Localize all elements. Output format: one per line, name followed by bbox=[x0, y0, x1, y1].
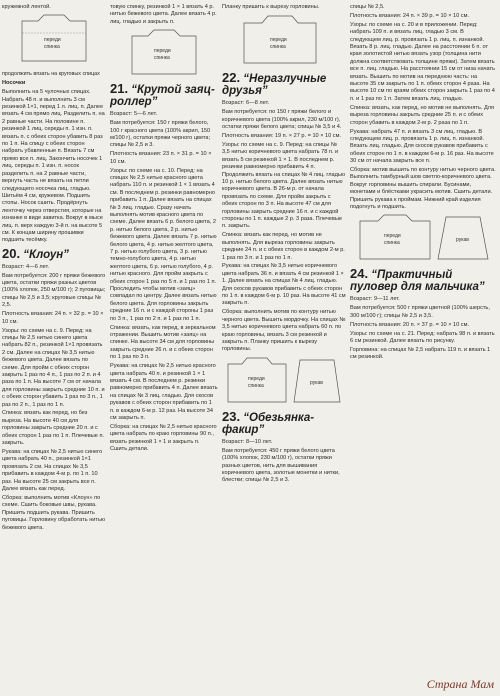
section-22-number: 22. bbox=[222, 70, 241, 86]
schema-sweater-2 bbox=[110, 28, 218, 80]
schema-sweater-4 bbox=[222, 356, 346, 408]
s23-materials: Вам потребуется: 450 г пряжи белого цвета (100% хлопок, 230 м/100 г), остатки пряжи разных цветов, нить для вышивания коричневого цвета, золотые монетки и нитки, блестки; спицы № 2,5 и 3. bbox=[222, 447, 340, 484]
s20-back: Спинка: вязать как перед, но без выреза. На высоте 40 см для горловины закрыть средние 20 п. и с обеих сторон 1 раз по 1 п. Плечевые п. закрыть. bbox=[2, 410, 105, 447]
schema-sweater-1 bbox=[2, 13, 106, 69]
col3-top-text: Планку пришить к вырезу горловины. bbox=[222, 4, 320, 10]
schema3-label-front: переди bbox=[270, 37, 287, 44]
column-2 bbox=[110, 4, 218, 455]
s20-body: Узоры: по схеме на с. 9. Перед: на спицы № 2,5 нитью синего цвета набрать 82 п., резинкой 1×1 провязать 2 см. Далее на спицах № 3,5 нитью бежевого цвета. Далее вязать по схеме. Для пройм с обеих сторон закрыть 1 раз по 4 п., 1 раз по 2 п. и 4 раза по 1 п. На высоте 7 см от начала для горловины закрыть средние 10 п. и с обеих сторон убавить 1 раз по 3 п., 1 раз по 2 п., 1 раз по 1 п. bbox=[2, 327, 105, 408]
s21-back: Спинка: вязать, как перед, в зеркальном отражении. Вышить мотив «заяц» на спинке. На высоте 34 см для горловины закрыть средние 26 п. и с обеих сторон по 1 раз по 3 п. bbox=[110, 324, 216, 361]
s22-assembly: Сборка: выполнить мотив по контуру нитью черного цвета. Вышить мордочку. На спицах № 3,5 нитью коричневого цвета набрать 60 п. по краю горловины, вязать 3 см резинкой и закрыть п. Планку пришить к вырезу горловины. bbox=[222, 309, 346, 353]
s24-materials: Вам потребуется: 500 г пряжи цветной (100% шерсть, 300 м/100 г); спицы № 2,5 и 3,5. bbox=[350, 305, 490, 319]
s20-assembly: Сборка: выполнить мотив «Клоун» по схеме. Сшить боковые швы, рукава. Пришить подшить рукава. Пришить пуговицы. Горловину обработать нитью бежевого цвета. bbox=[2, 494, 106, 531]
section-23-title: “Обезьянка-факир” bbox=[222, 411, 315, 436]
s21-age: Возраст: 5—6 лет. bbox=[110, 111, 158, 118]
section-20-title: “Клоун” bbox=[23, 248, 69, 261]
socks-text: Выполнить на 5 чулочных спицах. Набрать 48 п. и выполнить 3 см резинкой 1×1, перед 1 л. лиц. п. Далее вязать 4 см прямо лиц. Разделить п. на 2 равные части. На половине п. резинкой 1 лиц. середы п. 1 изн. п. вязать п. с обеих сторон убавить 8 раз по 1 п. На спицу с обеих сторон набрать убавленные п. Вязать 7 см прямо все п. лиц. Закончить носочек 1 лиц. середы п. 1 изн. п. носок разделить п. на 2 равные части, вернуть часть не вязать на петли следующего носочка лиц. гладью. Шитьём 4 см, кружевом. Подшить стопы. Носок сшить. Продёрнуть ленточку через отверстия, которые на изнанке в виде завитка. Вокруг в мысе лиц. п. верх каждую 3-й п. на высоте 5 см. К концам ширину прошивки подшить тесёмку. bbox=[2, 89, 105, 244]
section-21-title: “Крутой заяц-роллер” bbox=[110, 84, 215, 109]
s22-body: Узоры: по схеме на с. 9. Перед: на спицы № 3,5 нитью коричневого цвета набрать 78 п. и вязать 5 см резинкой 1 × 1. В последнем р. резинки равномерно прибавить 4 п. Продолжить вязать на спицах № 4 лиц. гладью 10 р. нитью белого цвета. Далее вязать нитью коричневого цвета. В 26-м р. от начала провязать по схеме. Для пройм закрыть с обеих сторон по 3 п. На высоте 47 см для горловины закрыть средние 16 п. и с каждой стороны по 1 п. каждые 2 р. 3 раза. Плечевые п. закрыть. bbox=[222, 141, 346, 230]
s23-assembly: Сборка: мотив вышить по контуру нитью черного цвета. Выполнить тамбурный шов светло-коричневого цвета. Вокруг горловины вышить спирали. Бусинами, монетами и блёстками украсить мотив. Сшить детали. Пришить рукава к проймам. Нижний край изделия подогнуть и подшить. bbox=[350, 167, 496, 211]
s21-assembly: Сборка: на спицах № 2,5 нитью красного цвета набрать по краю горловины 90 п., вязать резинкой 1 × 1 и закрыть п. Сшить детали. bbox=[110, 423, 217, 453]
schema4-label-back: спинка bbox=[248, 382, 264, 389]
schema-sweater-3 bbox=[222, 13, 346, 69]
s22-density: Плотность вязания: 19 п. × 27 р. = 10 × 10 см. bbox=[222, 133, 342, 140]
s23-body: Узоры: по схеме на с. 20 и в приложении. Перед: набрать 109 п. и вязать лиц. гладью 3 см. В следующем лиц. р. провязать 1 р. лиц. п. изнанкой. Вязать 8 р. лиц. гладью. Далее на расстоянии 6 п. от края золотистой нитью вязать узор (толщина нити должна соответствовать толщине пряжи). Затем вязать все п. лиц. гладью. На расстоянии 15 см от низа начать вязать. Вышить по мотив на переднюю часть: на высоте 35 см закрыть по 1 п. обеих сторон 4 раза. На высоте 10 см по краям обеих сторон закрыть 1 раз по 4 п. и 1 раз по 1 п. Затем вязать лиц. гладью. bbox=[350, 21, 496, 102]
section-24-heading bbox=[350, 268, 496, 293]
col2-top-text: товую спинку, резинкой 1 × 1 вязать 4 р. нитью бежевого цвета. Далее вязать 4 р. лиц. гладью и закрыть п. bbox=[110, 4, 217, 25]
section-23-number: 23. bbox=[222, 408, 241, 424]
section-24-number: 24. bbox=[350, 266, 369, 282]
schema5-label-front: переди bbox=[384, 233, 401, 240]
socks-heading: Носочки bbox=[2, 80, 26, 87]
site-watermark: Страна Мам bbox=[426, 677, 494, 691]
s22-sleeves: Рукава: на спицах № 3,5 нитью коричневого цвета набрать 36 п. и вязать 4 см резинкой 1 × 1. Далее вязать на спицах № 4 лиц. гладью. Для скосов рукавов прибавить с обеих сторон по 1 п. в каждом 6-м р. 10 раз. На высоте 41 см закрыть п. bbox=[222, 263, 346, 307]
section-21-number: 21. bbox=[110, 81, 129, 97]
s23-age: Возраст: 8—10 лет. bbox=[222, 438, 273, 445]
s21-body: Узоры: по схеме на с. 10. Перед: на спицах № 2,5 нитью красного цвета набрать 110 п. и резинкой 1 × 1 вязать 4 см. В последнем р. резинки равномерно прибавить 1 п. Далее вязать на спицах № 3 лиц. гладью. Сразу начать выполнять мотив красного цвета по схеме. Далее вязать 6 р. белого цвета, 2 р. нитью белого цвета, 2 р. нитью бежевого цвета. Далее вязать 7 р. нитью белого цвета, 4 р. нитью желтого цвета, 7 р. нитью голубого цвета, 3 р. нитью темно-голубого цвета, 4 р. нитью желтого цвета, 6 р. нитью голубого, 4 р. нитью красного. Для пройм закрыть с обеих сторон 1 раз по 5 п. и 1 раз по 1 п. Проследить чтобы мотив «заяц» совпадал по центру. Далее вязать нитью белого цвета. Для горловины закрыть средние 16 п. и с каждой стороны 1 раз по 3 п., 1 раз по 2 п. и 1 раз по 1 п. bbox=[110, 167, 217, 322]
s22-age: Возраст: 6—8 лет. bbox=[222, 100, 270, 107]
schema4-label-front: переди bbox=[248, 375, 265, 382]
s21-sleeves: Рукава: на спицах № 2,5 нитью красного цвета набрать 40 п. и резинкой 1 × 1 вязать 4 см. В последнем р. резинки равномерно прибавить 4 п. Далее вязать на спицах № 3 лиц. гладью. Для скосов рукавов с обеих сторон прибавить по 1 п. в каждом 6-м р. 12 раз. На высоте 34 см закрыть п. bbox=[110, 363, 218, 421]
s23-density: Плотность вязания: 24 п. × 39 р. = 10 × 10 см. bbox=[350, 12, 470, 19]
s24-tail: Горловина: на спицах № 2,5 набрать 119 п. и вязать 1 см резинкой. bbox=[350, 346, 491, 361]
col4-top-text: спицы № 2,5. bbox=[350, 4, 385, 10]
section-20-heading bbox=[2, 245, 106, 261]
s23-sleeves: Рукава: набрать 47 п. и вязать 3 см лиц. гладью. В следующем лиц. р. провязать 1 р. лиц. п. изнанкой. Вязать лиц. гладью. Для скосов рукавов прибавить с обеих сторон по 1 п. в каждом 6-м р. 16 раз. На высоте 30 см от начала закрыть все п. bbox=[350, 128, 494, 165]
schema-label-front: переди bbox=[44, 37, 61, 44]
schema5-label-sleeve: рукав bbox=[456, 237, 469, 244]
schema-label-back: спинка bbox=[44, 44, 60, 51]
section-21-heading bbox=[110, 83, 218, 108]
schema4-label-sleeve: рукав bbox=[310, 379, 323, 386]
s24-body: Узоры: по схеме на с. 21. Перед: набрать 98 п. и вязать 6 см резинкой. Далее вязать по рисунку. bbox=[350, 330, 495, 344]
schema2-label-front: переди bbox=[154, 48, 171, 55]
column-1 bbox=[2, 4, 106, 533]
s20-age: Возраст: 4—6 лет. bbox=[2, 263, 50, 270]
s20-materials: Вам потребуется: 200 г пряжи бежевого цвета, остатки пряжи разных цветов (100% хлопок, 250 м/100 г); 2 пуговицы; спицы № 2,5 и 3,5; круговые спицы № 2,5. bbox=[2, 272, 106, 309]
s21-density: Плотность вязания: 23 п. × 31 р. = 10 × 10 см. bbox=[110, 151, 212, 165]
schema-sweater-5 bbox=[350, 213, 496, 265]
section-23-heading bbox=[222, 408, 346, 436]
s22-back: Спинка: вязать как перед, но мотив не выполнять. Для выреза горловины закрыть средние 24 п. и с обеих сторон в каждом 2-м р. 1 раз по 3 п. и 1 раз по 1 п. bbox=[222, 232, 345, 261]
section-24-title: “Практичный пуловер для мальчика” bbox=[350, 269, 485, 294]
section-20-number: 20. bbox=[2, 245, 21, 261]
section-22-title: “Неразлучные друзья” bbox=[222, 73, 327, 98]
s24-age: Возраст: 9—11 лет. bbox=[350, 296, 400, 303]
s21-materials: Вам потребуется: 150 г пряжи белого, 100 г красного цвета (100% акрил, 150 м/100 г), остатки пряжи черного цвета; спицы № 2,5 и 3. bbox=[110, 120, 211, 149]
schema3-label-back: спинка bbox=[270, 44, 286, 51]
col1-top-text: кружевной лентой. bbox=[2, 4, 51, 10]
s24-density: Плотность вязания: 20 п. × 37 р. = 10 × 10 см. bbox=[350, 321, 470, 328]
column-4 bbox=[350, 4, 496, 363]
column-3 bbox=[222, 4, 346, 486]
s20-density: Плотность вязания: 24 п. × 32 р. = 10 × 10 см. bbox=[2, 311, 104, 325]
schema-caption: продолжить вязать на круговых спицах bbox=[2, 71, 100, 78]
s23-back: Спинка: вязать, как перед, но мотив не выполнять. Для выреза горловины закрыть средние 25 п. и с обеих сторон убавить в каждом 2-м р. 2 раза по 1 п. bbox=[350, 104, 495, 126]
section-22-heading bbox=[222, 72, 346, 97]
s22-materials: Вам потребуется: по 150 г пряжи белого и коричневого цвета (100% акрил, 230 м/100 г), остатки пряжи белого цвета; спицы № 3,5 и 4. bbox=[222, 109, 342, 131]
s20-sleeves: Рукава: на спицах № 2,5 нитью синего цвета набрать 40 п., резинкой 1×1 провязать 2 см. На спицах № 3,5 прибавить в каждом 4-м р. по 1 п. 10 раз. На высоте 25 см закрыть все п. Далее вязать как перед. bbox=[2, 449, 103, 493]
schema5-label-back: спинка bbox=[384, 240, 400, 247]
schema2-label-back: спинка bbox=[154, 55, 170, 62]
